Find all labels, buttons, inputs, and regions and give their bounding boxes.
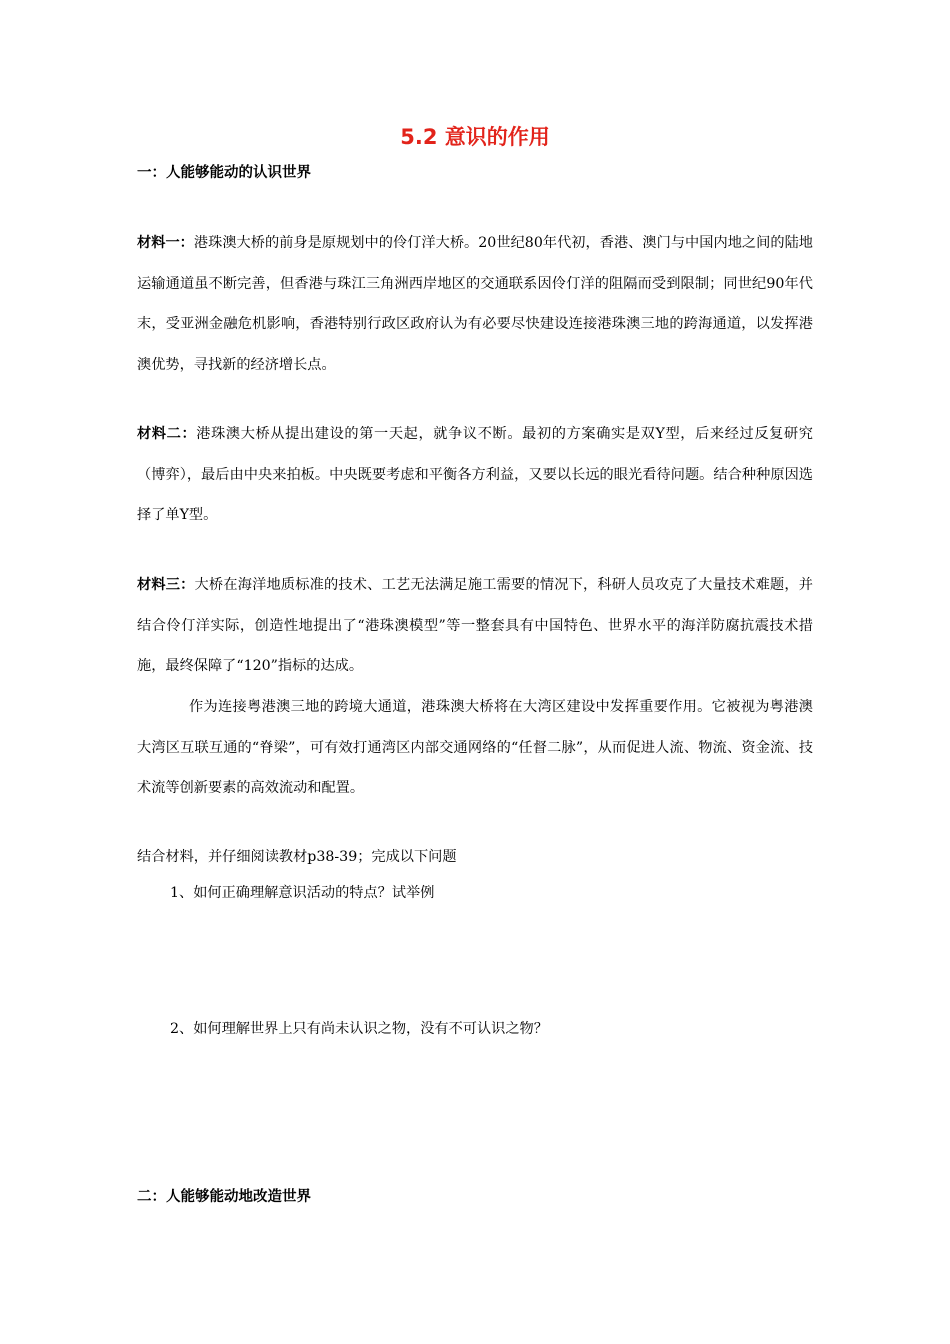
material-3	[137, 565, 813, 687]
material-2-label: 材料二：	[137, 426, 197, 442]
paragraph-4: 作为连接粤港澳三地的跨境大通道，港珠澳大桥将在大湾区建设中发挥重要作用。它被视为粤港澳大湾区互联互通的“脊梁”，可有效打通湾区内部交通网络的“任督二脉”，从而促进人流、物流、资金流、技术流等创新要素的高效流动和配置。	[137, 699, 813, 796]
material-2-text: 港珠澳大桥从提出建设的第一天起，就争议不断。最初的方案确实是双Y型，后来经过反复研究（博弈），最后由中央来拍板。中央既要考虑和平衡各方利益，又要以长远的眼光看待问题。结合种种原因选择了单Y型。	[137, 426, 813, 523]
material-1-label: 材料一：	[137, 235, 194, 251]
question-2: 2、如何理解世界上只有尚未认识之物，没有不可认识之物？	[170, 1021, 548, 1037]
question-1: 1、如何正确理解意识活动的特点？试举例	[170, 885, 435, 901]
section-heading-1: 一：人能够能动的认识世界	[137, 165, 311, 181]
material-1	[137, 223, 813, 385]
document-title: 5.2 意识的作用	[400, 125, 550, 149]
instruction-text: 结合材料，并仔细阅读教材p38-39；完成以下问题	[137, 849, 457, 865]
material-3-label: 材料三：	[137, 577, 195, 593]
section-heading-2: 二：人能够能动地改造世界	[137, 1189, 311, 1205]
material-3-text: 大桥在海洋地质标准的技术、工艺无法满足施工需要的情况下，科研人员攻克了大量技术难题，并结合伶仃洋实际，创造性地提出了“港珠澳模型”等一整套具有中国特色、世界水平的海洋防腐抗震技术措施，最终保障了“120”指标的达成。	[137, 577, 813, 674]
material-2	[137, 414, 813, 536]
material-1-text: 港珠澳大桥的前身是原规划中的伶仃洋大桥。20世纪80年代初，香港、澳门与中国内地之间的陆地运输通道虽不断完善，但香港与珠江三角洲西岸地区的交通联系因伶仃洋的阻隔而受到限制；同世纪90年代末，受亚洲金融危机影响，香港特别行政区政府认为有必要尽快建设连接港珠澳三地的跨海通道，以发挥港澳优势，寻找新的经济增长点。	[137, 235, 813, 373]
